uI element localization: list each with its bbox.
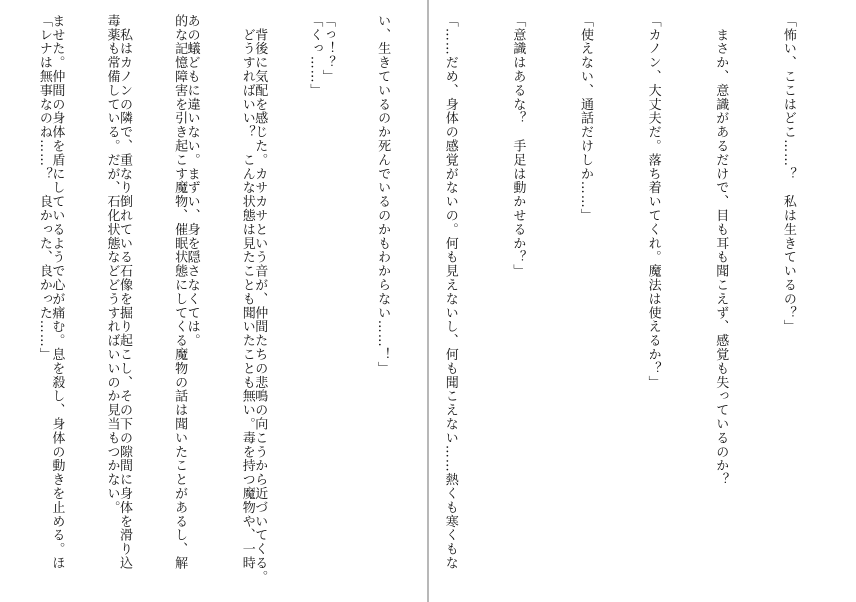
text-line: 「カノン、大丈夫だ。落ち着いてくれ。魔法は使えるか？」: [645, 14, 661, 390]
text-line: 私はカノンの隣で、重なり倒れている石像を掘り起こし、その下の隙間に身体を滑り込: [116, 14, 132, 570]
text-line: 「使えない、通話だけしか……」: [577, 14, 593, 223]
text-line: 「くっ……」: [307, 14, 323, 98]
text-line: 「レナは無事なのね……？ 良かった、良かった……」: [36, 14, 52, 362]
text-line: まさか、意識があるだけで、目も耳も聞こえず、感覚も失っているのか？: [713, 14, 729, 487]
text-line: ませた。仲間の身体を盾にしているようで心が痛む。息を殺し、身体の動きを止める。ほ: [49, 14, 65, 570]
text-line: 背後に気配を感じた。カサカサという音が、仲間たちの悲鳴の向こうから近づいてくる。: [252, 14, 268, 584]
text-line: い、生きているのか死んでいるのかもわからない……！」: [375, 14, 391, 376]
right-page-text: [0, 14, 844, 594]
text-line: 的な記憶障害を引き起こす魔物、催眠状態にしてくる魔物の話は聞いたことがあるし、解: [172, 14, 188, 570]
text-line: 「……だめ、身体の感覚がないの。何も見えないし、何も聞こえない……熱くも寒くもな: [442, 14, 458, 570]
text-line: 「意識はあるな？ 手足は動かせるか？」: [510, 14, 526, 279]
text-line: どうすればいい？ こんな状態は見たことも聞いたことも無い。毒を持つ魔物や、一時: [239, 14, 255, 570]
text-line: 毒薬も常備している。だが、石化状態などどうすればいいのか見当もつかない。: [104, 14, 120, 515]
text-line: 「怖い、ここはどこ……？ 私は生きているの？」: [780, 14, 796, 334]
text-line: あの蟻どもに違いない。まずい、身を隠さなくては。: [184, 14, 200, 348]
text-line: 「っ！？」: [319, 14, 335, 84]
